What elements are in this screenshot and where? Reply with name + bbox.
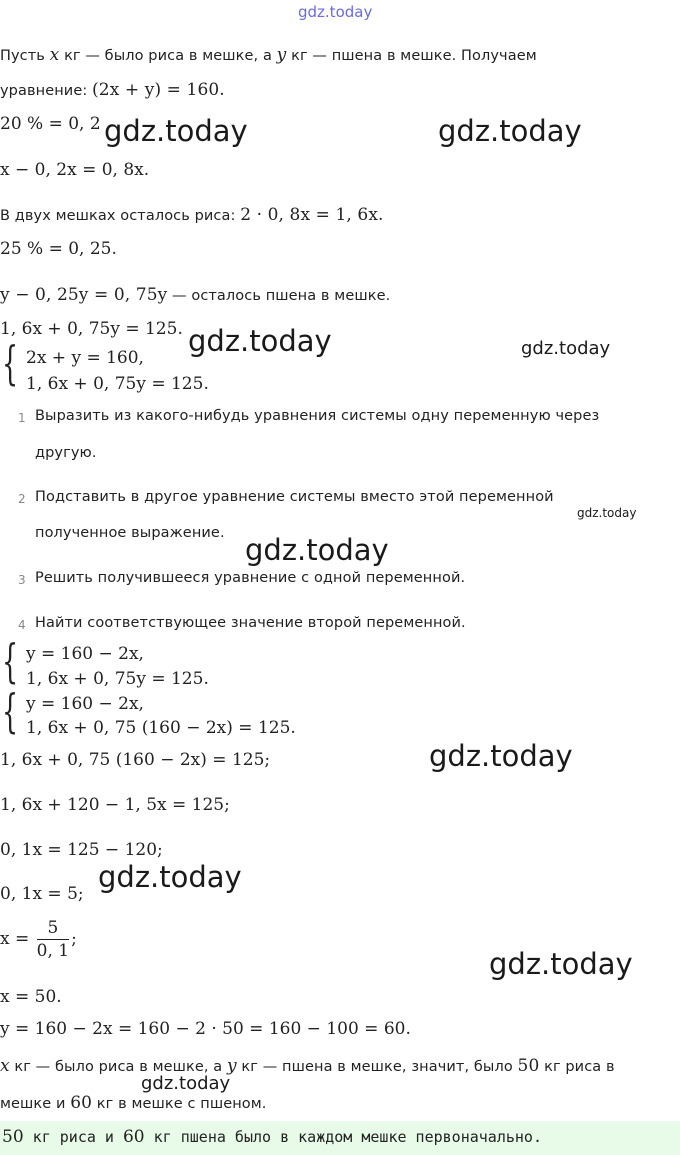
intro-text: уравнение: (0, 83, 93, 99)
step-2-line-2: полученное выражение. (35, 525, 225, 541)
system-eq-2: 1, 6x + 0, 75y = 125. (26, 374, 209, 394)
intro-text: кг — пшена в мешке. Получаем (286, 48, 537, 64)
text: кг пшена было в каждом мешке первоначально. (144, 1128, 542, 1146)
number: 60 (70, 1093, 93, 1113)
step-1-line-2: другую. (35, 445, 97, 461)
step-2-line-1: Подставить в другое уравнение системы вместо этой переменной (35, 489, 554, 505)
text: кг риса в (539, 1059, 615, 1075)
step-3-line-1: Решить получившееся уравнение с одной переменной. (35, 570, 466, 586)
watermark: gdz.today (98, 860, 242, 894)
system-eq-3: y = 160 − 2x, (26, 694, 144, 714)
watermark: gdz.today (438, 114, 582, 148)
numerator: 5 (37, 918, 69, 940)
system-eq-1: y = 160 − 2x, (26, 644, 144, 664)
intro-line-2 (0, 80, 225, 100)
solve-step-5 (0, 918, 77, 961)
equation-rice-left: x − 0, 2x = 0, 8x. (0, 160, 150, 180)
equation: 2 · 0, 8x = 1, 6x. (240, 205, 384, 225)
step-number: 3 (18, 573, 26, 587)
solve-step-2: 1, 6x + 120 − 1, 5x = 125; (0, 795, 230, 815)
text: В двух мешках осталось риса: (0, 208, 241, 224)
watermark: gdz.today (188, 324, 332, 358)
system-eq-4: 1, 6x + 0, 75 (160 − 2x) = 125. (26, 718, 296, 738)
step-number: 4 (18, 618, 26, 632)
text: кг в мешке с пшеном. (92, 1096, 267, 1112)
punct: ; (71, 929, 77, 949)
watermark: gdz.today (521, 338, 611, 359)
solve-step-6: x = 50. (0, 987, 62, 1007)
number: 60 (122, 1127, 145, 1147)
equation-total: 1, 6x + 0, 75y = 125. (0, 319, 183, 339)
watermark: gdz.today (141, 1073, 231, 1094)
text: кг — пшена в мешке, значит, было (236, 1059, 518, 1075)
solve-step-1: 1, 6x + 0, 75 (160 − 2x) = 125; (0, 750, 271, 770)
number: 50 (2, 1127, 24, 1147)
var-y: y (227, 1056, 237, 1076)
equation-percent-25: 25 % = 0, 25. (0, 239, 117, 259)
system-eq-1: 2x + y = 160, (26, 348, 144, 368)
equation-lhs: x = (0, 929, 35, 949)
system-brace: { (2, 634, 19, 688)
system-brace: { (2, 684, 19, 738)
intro-text: кг — было риса в мешке, а (59, 48, 277, 64)
watermark: gdz.today (489, 947, 633, 981)
system-brace: { (2, 336, 19, 390)
step-4-line-1: Найти соответствующее значение второй переменной. (35, 615, 466, 631)
watermark: gdz.today (245, 533, 389, 567)
step-1-line-1: Выразить из какого-нибудь уравнения системы одну переменную через (35, 408, 600, 424)
conclusion-line-2 (0, 1093, 267, 1113)
intro-line-1 (0, 45, 537, 65)
watermark: gdz.today (577, 506, 637, 520)
text: мешке и (0, 1096, 71, 1112)
text: — осталось пшена в мешке. (167, 288, 391, 304)
watermark: gdz.today (104, 114, 248, 148)
conclusion-line-1 (0, 1056, 615, 1076)
watermark: gdz.today (429, 739, 573, 773)
solve-step-7: y = 160 − 2x = 160 − 2 · 50 = 160 − 100 = 60. (0, 1019, 411, 1039)
system-eq-2: 1, 6x + 0, 75y = 125. (26, 669, 209, 689)
intro-text: Пусть (0, 48, 50, 64)
number: 50 (517, 1056, 540, 1076)
solve-step-3: 0, 1x = 125 − 120; (0, 840, 163, 860)
millet-remaining-line (0, 285, 390, 305)
text: кг риса и (23, 1128, 123, 1146)
step-number: 2 (18, 492, 26, 506)
rice-remaining-line (0, 205, 384, 225)
step-number: 1 (18, 411, 26, 425)
equation: (2x + y) = 160. (92, 80, 225, 100)
denominator: 0, 1 (36, 941, 70, 961)
var-x: x (0, 1056, 10, 1076)
equation-percent-20: 20 % = 0, 2 (0, 114, 101, 134)
var-y: y (276, 45, 287, 65)
equation: y − 0, 25y = 0, 75y (0, 285, 168, 305)
var-x: x (49, 45, 60, 65)
answer-text (2, 1127, 542, 1147)
watermark-top: gdz.today (298, 3, 373, 21)
solve-step-4: 0, 1x = 5; (0, 884, 84, 904)
fraction (37, 918, 69, 961)
text: кг — было риса в мешке, а (9, 1059, 227, 1075)
